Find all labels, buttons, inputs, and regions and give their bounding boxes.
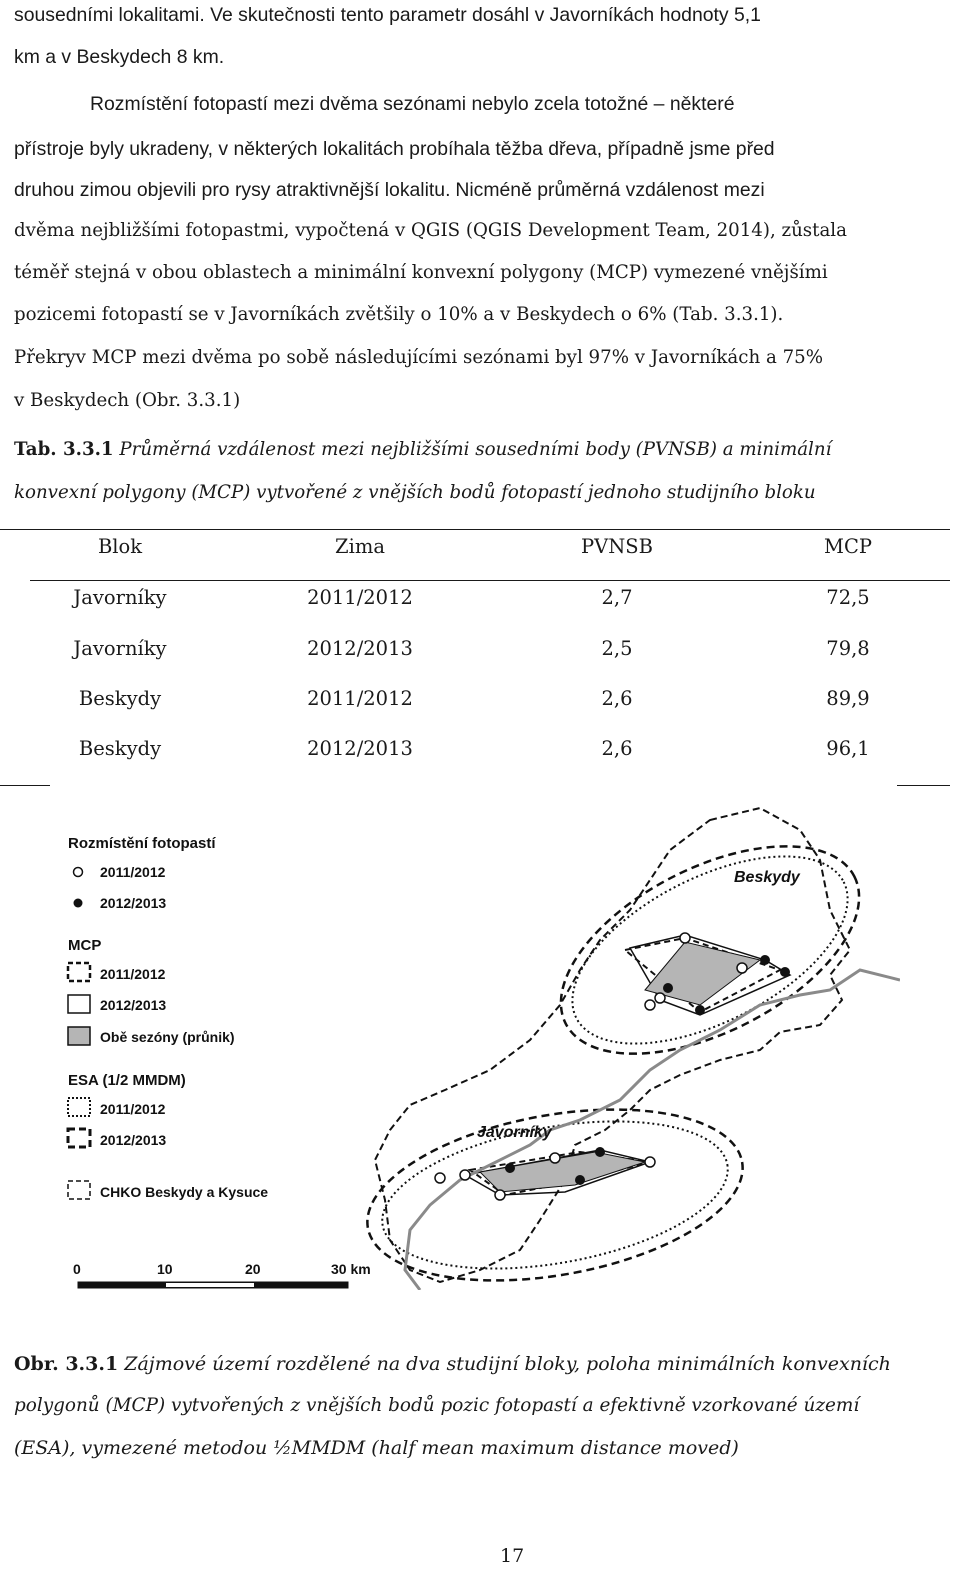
legend-mcp-both: Obě sezóny (průnik)	[100, 1029, 235, 1045]
paragraph2-line1: Rozmístění fotopastí mezi dvěma sezónami nebylo zcela totožné – některé	[90, 93, 735, 115]
paragraph2-line2: přístroje byly ukradeny, v některých lokalitách probíhala těžba dřeva, případně jsme před	[14, 138, 775, 160]
legend-esa1-icon	[68, 1098, 90, 1116]
table-cell-blok: Beskydy	[78, 737, 162, 760]
camera-point-2011	[495, 1190, 505, 1200]
camera-point-2012	[780, 967, 790, 977]
table-cell-pvnsb: 2,7	[601, 586, 633, 609]
table-cell-zima: 2011/2012	[307, 687, 413, 710]
scale-bar-segment	[166, 1283, 254, 1287]
table-header-mcp: MCP	[823, 535, 872, 558]
scale-tick-0: 0	[73, 1261, 81, 1277]
table-header-zima: Zima	[335, 535, 385, 558]
figure-caption-label: Obr. 3.3.1	[14, 1353, 119, 1375]
figure-caption-line3: (ESA), vymezené metodou ½MMDM (half mean maximum distance moved)	[14, 1437, 739, 1459]
paragraph2-line3-part-a: druhou zimou objevili pro rysy atraktivnější lokalitu.	[14, 179, 451, 201]
legend-filled-dot-icon	[74, 899, 83, 908]
study-area-map	[60, 800, 900, 1290]
legend-mcp2: 2012/2013	[100, 997, 167, 1013]
legend-open-dot-icon	[74, 868, 83, 877]
camera-point-2012	[505, 1163, 515, 1173]
esa-javorniky-2011	[371, 1098, 739, 1290]
legend-title-esa: ESA (1/2 MMDM)	[68, 1072, 186, 1089]
legend-chko: CHKO Beskydy a Kysuce	[100, 1184, 269, 1200]
legend-title-mcp: MCP	[68, 937, 102, 954]
paragraph2-line6: pozicemi fotopastí se v Javorníkách zvětšily o 10% a v Beskydech o 6% (Tab. 3.3.1).	[14, 304, 784, 325]
paragraph2-line8: v Beskydech (Obr. 3.3.1)	[14, 390, 241, 411]
camera-point-2012	[595, 1147, 605, 1157]
paragraph2-line4: dvěma nejbližšími fotopastmi, vypočtená v QGIS (QGIS Development Team, 2014), zůstala	[14, 220, 847, 241]
page-number: 17	[500, 1545, 525, 1567]
legend-mcp2-icon	[68, 995, 90, 1013]
figure-caption-line2: polygonů (MCP) vytvořených z vnějších bodů pozic fotopastí a efektivně vzorkované území	[14, 1395, 860, 1416]
scale-bar	[73, 1261, 371, 1288]
region-label-javorniky: Javorníky	[477, 1124, 552, 1141]
table-header-rule	[30, 580, 950, 581]
legend-esa2: 2012/2013	[100, 1132, 167, 1148]
table-header-blok: Blok	[97, 535, 143, 558]
table-bottom-rule-left	[0, 785, 50, 786]
table-cell-mcp: 79,8	[826, 637, 870, 660]
legend-mcp1: 2011/2012	[100, 966, 166, 982]
legend-season1: 2011/2012	[100, 864, 166, 880]
scale-tick-30: 30 km	[331, 1261, 371, 1277]
camera-point-2011	[655, 993, 665, 1003]
camera-point-2011	[680, 933, 690, 943]
table-header-pvnsb: PVNSB	[581, 535, 653, 558]
paragraph2-line3	[14, 179, 765, 202]
table-cell-zima: 2012/2013	[307, 637, 413, 660]
camera-point-2011	[645, 1000, 655, 1010]
table-cell-blok: Beskydy	[78, 687, 162, 710]
scale-tick-20: 20	[245, 1261, 261, 1277]
camera-point-2012	[663, 983, 673, 993]
region-label-beskydy: Beskydy	[734, 869, 800, 886]
table-cell-blok: Javorníky	[73, 637, 167, 660]
figure-caption-line1	[14, 1353, 891, 1375]
table-top-rule	[0, 529, 950, 530]
table-cell-zima: 2011/2012	[307, 586, 413, 609]
table-cell-blok: Javorníky	[73, 586, 167, 609]
table-cell-pvnsb: 2,5	[601, 637, 633, 660]
legend-overlap-icon	[68, 1027, 90, 1045]
legend-mcp1-icon	[68, 963, 90, 981]
paragraph2-line5: téměř stejná v obou oblastech a minimální konvexní polygony (MCP) vymezené vnějšími	[14, 262, 828, 283]
paragraph2-line3-part-b: Nicméně průměrná vzdálenost mezi	[455, 179, 765, 201]
table-cell-pvnsb: 2,6	[601, 687, 633, 710]
camera-point-2012	[760, 955, 770, 965]
camera-point-2011	[550, 1153, 560, 1163]
paragraph1-line1: sousedními lokalitami. Ve skutečnosti tento parametr dosáhl v Javorníkách hodnoty 5,1	[14, 4, 761, 26]
camera-point-2011	[737, 963, 747, 973]
table-cell-mcp: 96,1	[826, 737, 870, 760]
legend-title-placement: Rozmístění fotopastí	[68, 835, 216, 852]
camera-point-2011	[460, 1170, 470, 1180]
table-caption-text1: Průměrná vzdálenost mezi nejbližšími sousedními body (PVNSB) a minimální	[119, 439, 832, 460]
table-cell-mcp: 72,5	[826, 586, 870, 609]
camera-point-2012	[575, 1175, 585, 1185]
map-legend	[68, 835, 268, 1200]
table-cell-pvnsb: 2,6	[601, 737, 633, 760]
table-caption-line2: konvexní polygony (MCP) vytvořené z vnějších bodů fotopastí jednoho studijního bloku	[14, 482, 816, 503]
camera-point-2011	[645, 1157, 655, 1167]
table-bottom-rule-right	[897, 785, 950, 786]
table-caption-label: Tab. 3.3.1	[14, 439, 114, 460]
legend-chko-icon	[68, 1181, 90, 1199]
paragraph1-line2: km a v Beskydech 8 km.	[14, 46, 225, 68]
camera-point-2011	[435, 1173, 445, 1183]
camera-point-2012	[695, 1005, 705, 1015]
figure-caption-text1: Zájmové území rozdělené na dva studijní bloky, poloha minimálních konvexních	[124, 1353, 891, 1375]
paragraph2-line7: Překryv MCP mezi dvěma po sobě následujícími sezónami byl 97% v Javorníkách a 75%	[14, 347, 823, 368]
legend-esa1: 2011/2012	[100, 1101, 166, 1117]
table-cell-zima: 2012/2013	[307, 737, 413, 760]
table-cell-mcp: 89,9	[826, 687, 870, 710]
legend-esa2-icon	[68, 1129, 90, 1147]
legend-season2: 2012/2013	[100, 895, 167, 911]
table-caption-line1	[14, 439, 831, 460]
scale-tick-10: 10	[157, 1261, 173, 1277]
